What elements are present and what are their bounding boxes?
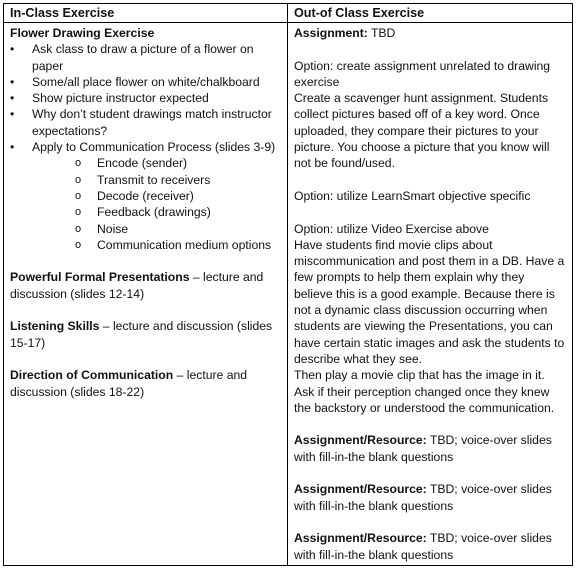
flower-exercise-list (10, 41, 281, 253)
exercise-table (3, 3, 573, 566)
list-item: • Ask class to draw a picture of a flower on paper (10, 42, 254, 73)
communication-process-list (32, 155, 281, 253)
circle-bullet-icon: o (75, 173, 82, 186)
option-unrelated: Option: create assignment unrelated to drawing exercise (294, 58, 551, 89)
bullet-icon: • (10, 107, 15, 122)
circle-bullet-icon: o (75, 206, 82, 219)
option-video-followup: Then play a movie clip that has the image in it. Ask if their perception changed once they knew the backstory or understood the communication. (294, 368, 555, 415)
circle-bullet-icon: o (75, 189, 82, 202)
resource-line: Assignment/Resource: TBD; voice-over slides with fill-in-the blank questions (294, 433, 552, 464)
assignment-line: Assignment: TBD (294, 26, 396, 40)
resource-line: Assignment/Resource: TBD; voice-over slides with fill-in-the blank questions (294, 482, 552, 513)
resource-line: Assignment/Resource: TBD; voice-over slides with fill-in-the blank questions (294, 531, 552, 562)
in-class-header: In-Class Exercise (4, 4, 288, 23)
flower-exercise-title: Flower Drawing Exercise (10, 26, 155, 40)
out-of-class-header: Out-of Class Exercise (288, 4, 573, 23)
in-class-cell (4, 23, 288, 566)
list-item: • Apply to Communication Process (slides 3-9) o Encode (sender) o Transmit to receivers o Decode (receiver) o Feedback (drawings) o Noise o Communication medium options (10, 139, 281, 253)
circle-bullet-icon: o (75, 238, 82, 251)
section-listening: Listening Skills – lecture and discussion (slides 15-17) (10, 319, 273, 350)
out-of-class-cell (288, 23, 573, 566)
option-video: Option: utilize Video Exercise above (294, 221, 489, 236)
list-item: • Some/all place flower on white/chalkboard (10, 74, 260, 89)
list-item: • Show picture instructor expected (10, 91, 209, 106)
section-direction: Direction of Communication – lecture and discussion (slides 18-22) (10, 368, 248, 399)
list-item: o Feedback (drawings) (75, 205, 211, 220)
list-item: o Decode (receiver) (75, 188, 194, 203)
option-learnsmart: Option: utilize LearnSmart objective specific (294, 188, 531, 203)
option-video-description: Have students find movie clips about miscommunication and post them in a DB. Have a few prompts to help them explain why they believe this is a good example. Because there is not a dynamic class discussion occurring when students are viewing the Presentations, you can have certain static images and ask the students to describe what they see. (294, 237, 565, 366)
list-item: o Encode (sender) (75, 156, 188, 171)
circle-bullet-icon: o (75, 222, 82, 235)
circle-bullet-icon: o (75, 157, 82, 170)
bullet-icon: • (10, 74, 15, 89)
list-item: • Why don’t student drawings match instructor expectations? (10, 107, 272, 138)
section-presentations: Powerful Formal Presentations – lecture and discussion (slides 12-14) (10, 270, 264, 301)
option-unrelated-description: Create a scavenger hunt assignment. Students collect pictures based off of a key word. Once uploaded, they compare their pictures to your picture. You choose a picture that you know will not be found/used. (294, 91, 550, 171)
bullet-icon: • (10, 42, 15, 57)
list-item: o Transmit to receivers (75, 172, 211, 187)
list-item: o Noise (75, 221, 129, 236)
content-row (4, 23, 573, 566)
bullet-icon: • (10, 140, 15, 155)
header-row (4, 4, 573, 23)
bullet-icon: • (10, 91, 15, 106)
list-item: o Communication medium options (75, 237, 272, 252)
